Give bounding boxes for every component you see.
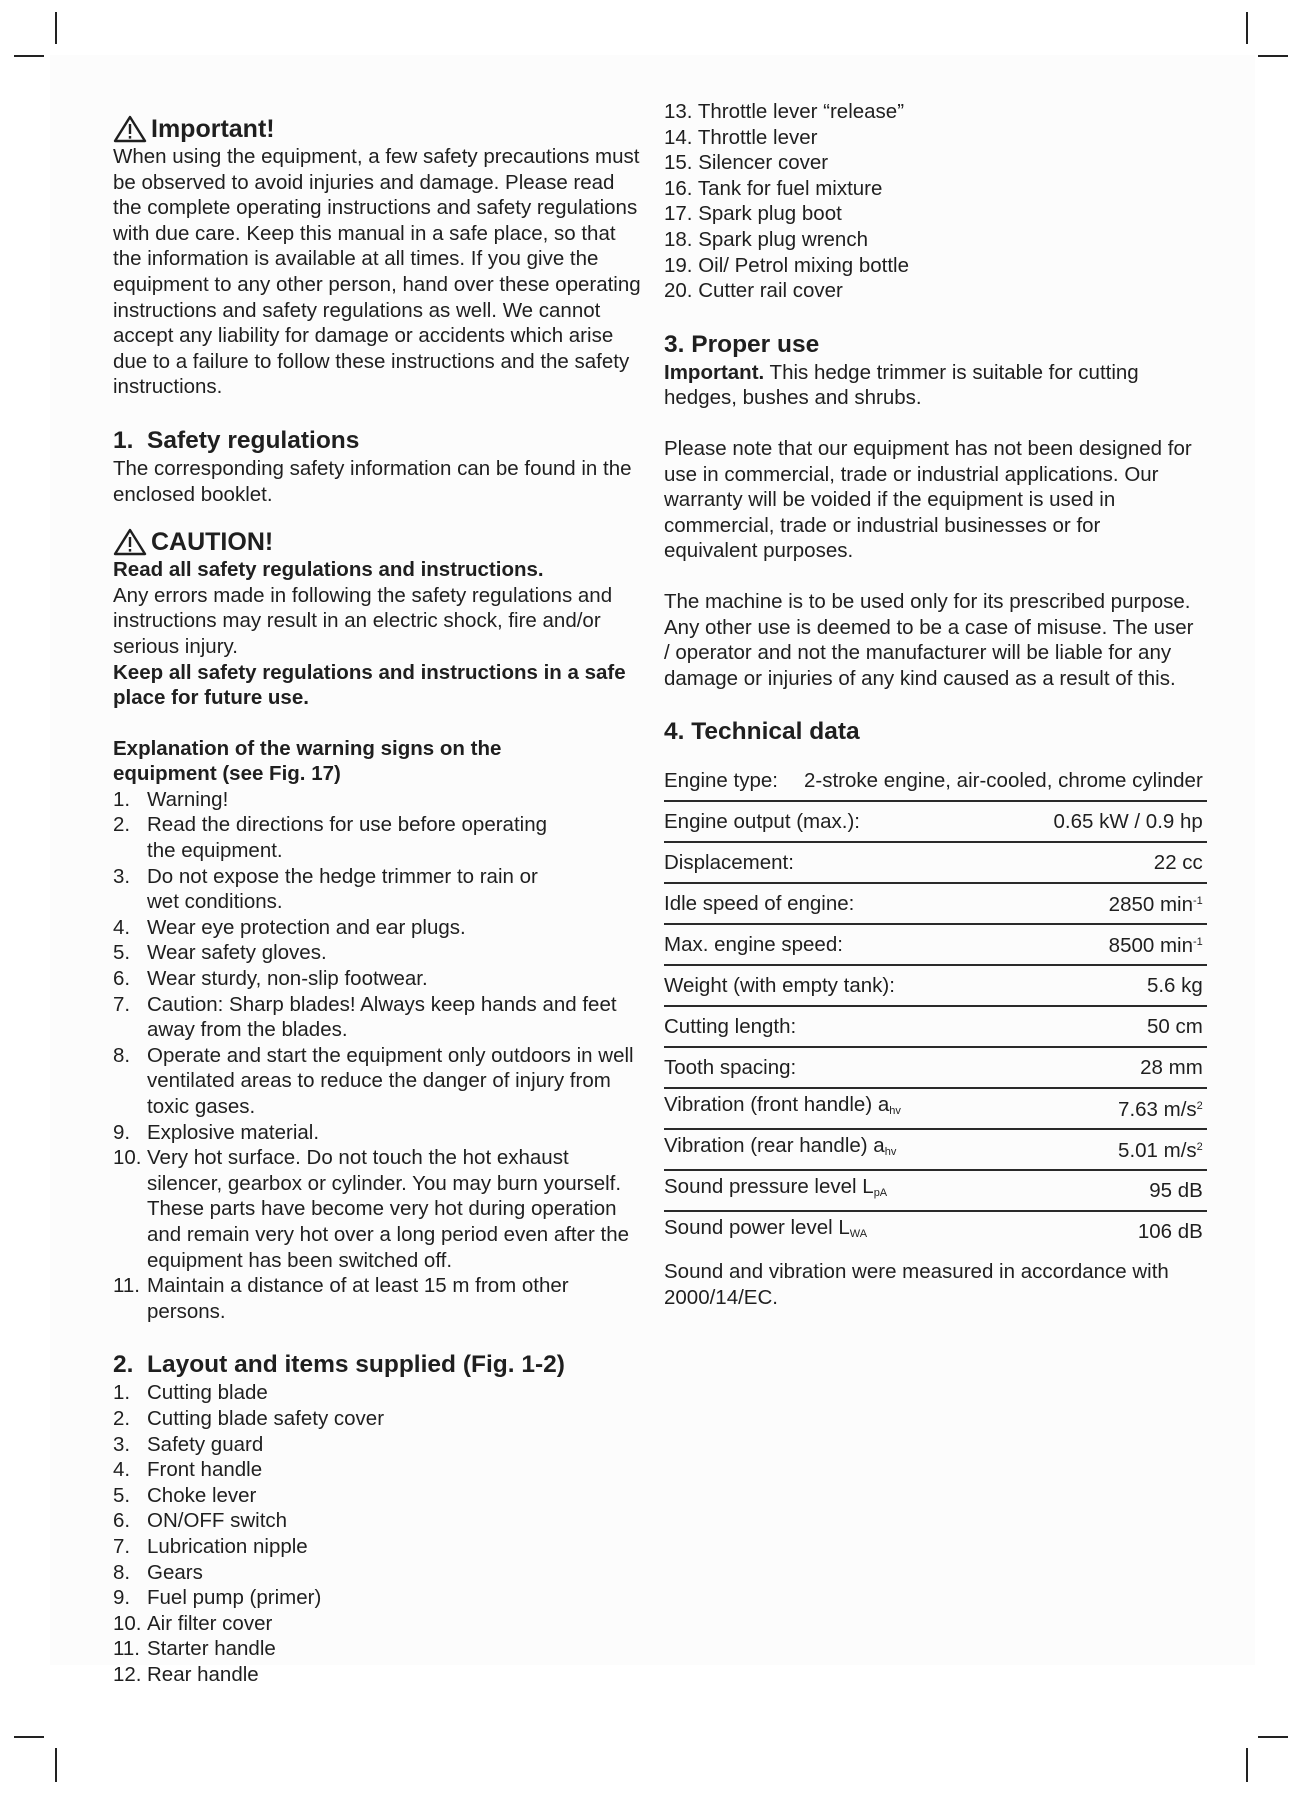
section-1-body: The corresponding safety information can be found in the enclosed booklet.: [113, 456, 632, 506]
list-item: 1. Warning!: [113, 787, 229, 811]
list-item: 16. Tank for fuel mixture: [664, 176, 883, 200]
technical-data-note: Sound and vibration were measured in accordance with 2000/14/EC.: [664, 1260, 1169, 1309]
list-item: 7. Lubrication nipple: [113, 1534, 308, 1558]
list-item: 2. Read the directions for use before operating the equipment.: [113, 813, 548, 863]
table-row: Sound power level $L_{WA}$ 106 dB: [664, 1216, 1203, 1243]
section-1-heading: [113, 426, 643, 456]
caution-body: Any errors made in following the safety regulations and instructions may result in an electric shock, fire and/or serious injury.: [113, 583, 613, 658]
warning-triangle-icon: [113, 528, 147, 556]
section-2-title: Layout and items supplied (Fig. 1-2): [147, 1351, 565, 1379]
section-3-paragraph-3: The machine is to be used only for its prescribed purpose. Any other use is deemed to be a case of misuse. The user / operator and not the manufacturer will be liable for any damage or injuries of any kind caused as a result of this.: [664, 589, 1194, 690]
warning-signs-heading: Explanation of the warning signs on the equipment (see Fig. 17): [113, 736, 502, 786]
crop-mark-bottom-right-h: [1258, 1736, 1288, 1738]
list-item: 8. Operate and start the equipment only outdoors in well ventilated areas to reduce the danger of injury from toxic gases.: [113, 1043, 634, 1118]
list-item: 7. Caution: Sharp blades! Always keep hands and feet away from the blades.: [113, 992, 617, 1042]
table-row: Weight (with empty tank): 5.6 kg: [664, 965, 1207, 1006]
important-text: This hedge trimmer is suitable for cutting hedges, bushes and shrubs.: [664, 360, 1139, 410]
items-supplied-list-continued: [664, 99, 1194, 304]
technical-data-table: [664, 761, 1207, 1251]
crop-mark-bottom-right-v: [1246, 1748, 1248, 1782]
list-item: 9. Fuel pump (primer): [113, 1586, 322, 1610]
table-row: Vibration (rear handle) $a_{hv}$ 5.01 $m/s^2$: [664, 1129, 1207, 1170]
section-1-title: Safety regulations: [147, 426, 360, 454]
list-item: 17. Spark plug boot: [664, 202, 842, 226]
section-1-number: 1.: [113, 426, 134, 454]
list-item: 14. Throttle lever: [664, 125, 818, 149]
important-label: Important.: [664, 360, 765, 384]
list-item: 11. Maintain a distance of at least 15 m from other persons.: [113, 1274, 569, 1323]
section-2-number: 2.: [113, 1351, 134, 1379]
left-column: [113, 96, 643, 1687]
list-item: 20. Cutter rail cover: [664, 279, 843, 303]
list-item: 6. Wear sturdy, non-slip footwear.: [113, 967, 428, 991]
list-item: 4. Wear eye protection and ear plugs.: [113, 915, 466, 939]
list-item: 6. ON/OFF switch: [113, 1509, 288, 1533]
right-column: [664, 99, 1203, 1310]
table-row: Sound pressure level $L_{pA}$ 95 dB: [664, 1170, 1207, 1211]
crop-mark-top-left-h: [14, 55, 44, 57]
list-item: 11. Starter handle: [113, 1637, 276, 1661]
list-item: 10. Very hot surface. Do not touch the hot exhaust silencer, gearbox or cylinder. You may burn yourself. These parts have become very hot during operation and remain very hot over a long period even after the equipment has been switched off.: [113, 1146, 630, 1272]
list-item: 3. Do not expose the hedge trimmer to rain or wet conditions.: [113, 864, 538, 914]
list-item: 3. Safety guard: [113, 1432, 264, 1456]
crop-mark-bottom-left-v: [55, 1748, 57, 1782]
list-item: 18. Spark plug wrench: [664, 227, 868, 251]
table-row: Max. engine speed: 8500 $\min^{-1}$: [664, 924, 1207, 965]
engine-type-cell: Engine type: 2-stroke engine, air-cooled, chrome cylinder: [664, 761, 1207, 801]
list-item: 15. Silencer cover: [664, 151, 829, 175]
crop-mark-top-right-v: [1246, 12, 1248, 44]
table-row: Engine output (max.): 0.65 kW / 0.9 hp: [664, 801, 1207, 842]
important-title: Important!: [151, 115, 275, 143]
caution-lead: Read all safety regulations and instructions.: [113, 558, 544, 582]
list-item: 4. Front handle: [113, 1458, 263, 1482]
items-supplied-list: [113, 1380, 643, 1687]
table-row: Cutting length: 50 cm: [664, 1006, 1207, 1047]
list-item: 8. Gears: [113, 1560, 203, 1584]
crop-mark-bottom-left-h: [14, 1736, 44, 1738]
list-item: 1. Cutting blade: [113, 1381, 268, 1405]
list-item: 5. Wear safety gloves.: [113, 941, 327, 965]
section-3-title: 3. Proper use: [664, 330, 820, 358]
table-row: Vibration (front handle) $a_{hv}$ 7.63 $m/s^2$: [664, 1088, 1207, 1129]
caution-keep: Keep all safety regulations and instructions in a safe place for future use.: [113, 660, 626, 710]
list-item: 10. Air filter cover: [113, 1611, 273, 1635]
warning-signs-list: [113, 787, 643, 1324]
section-3-paragraph-2: Please note that our equipment has not been designed for use in commercial, trade or industrial applications. Our warranty will be voided if the equipment is used in commercial, trade or industrial businesses or for equivalent purposes.: [664, 436, 1192, 563]
section-4-title: 4. Technical data: [664, 718, 860, 746]
list-item: 12. Rear handle: [113, 1662, 259, 1686]
table-row: Idle speed of engine: 2850 $\min^{-1}$: [664, 883, 1207, 924]
crop-mark-top-left-v: [55, 12, 57, 44]
section-3-important: [664, 360, 1194, 411]
table-row: [664, 761, 1207, 801]
table-row: Tooth spacing: 28 mm: [664, 1047, 1207, 1088]
caution-title: CAUTION!: [151, 528, 274, 557]
list-item: 19. Oil/ Petrol mixing bottle: [664, 253, 909, 277]
important-body: When using the equipment, a few safety precautions must be observed to avoid injuries and damage. Please read the complete operating instructions and safety regulations with due care. Keep this manual in a safe place, so that the information is available at all times. If you give the equipment to any other person, hand over these operating instructions and safety regulations as well. We cannot accept any liability for damage or accidents which arise due to a failure to follow these instructions and the safety instructions.: [113, 145, 641, 399]
section-2-heading: [113, 1350, 643, 1380]
crop-mark-top-right-h: [1258, 55, 1288, 57]
warning-triangle-icon: [113, 115, 147, 143]
caution-heading: [113, 527, 643, 557]
list-item: 5. Choke lever: [113, 1483, 257, 1507]
important-heading: [113, 114, 643, 144]
table-row: Displacement: 22 cc: [664, 842, 1207, 883]
list-item: 2. Cutting blade safety cover: [113, 1406, 385, 1430]
list-item: 9. Explosive material.: [113, 1120, 320, 1144]
list-item: 13. Throttle lever “release”: [664, 100, 905, 123]
